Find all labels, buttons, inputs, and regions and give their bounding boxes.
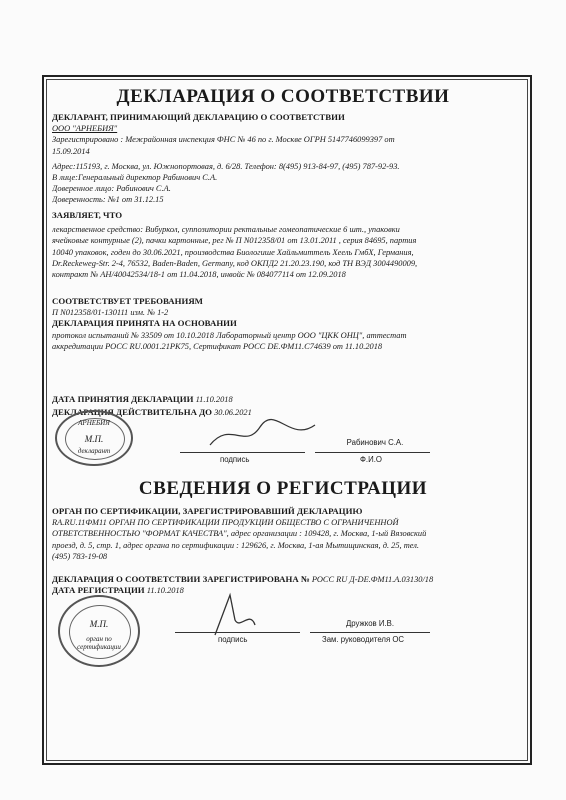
declarant-stamp: [55, 410, 133, 466]
certifier-role: Зам. руководителя ОС: [322, 635, 405, 644]
basis-line: аккредитации РОСС RU.0001.21РК75, Сертификат РОСС DE.ФМ11.С74639 от 11.10.2018: [52, 341, 383, 351]
registration-title: СВЕДЕНИЯ О РЕГИСТРАЦИИ: [138, 478, 428, 499]
declarant-signatory-name: Рабинович С.А.: [346, 438, 404, 447]
role-line-2: [310, 632, 430, 633]
declarant-address: Адрес:115193, г. Москва, ул. Южнопортовая, д. 6/28. Телефон: 8(495) 913-84-97, (495) 787-92-93.: [52, 161, 400, 171]
document-title: ДЕКЛАРАЦИЯ О СООТВЕТСТВИИ: [116, 86, 450, 107]
product-line: ячейковые контурные (2), пачки картонные, рег № П N012358/01 от 13.01.2011 , серия 84695, партия: [52, 236, 417, 246]
signature-1: [205, 415, 325, 455]
complies-section: [52, 296, 522, 352]
declarant-line: 15.09.2014: [52, 146, 90, 156]
product-line: Dr.Reckeweg-Str. 2-4, 76532, Baden-Baden, Germany, код ОКПД2 21.20.23.190, код ТН ВЭД 3004490009,: [52, 258, 418, 268]
valid-until-value: 30.06.2021: [214, 408, 252, 418]
organ-line: проезд, д. 5, стр. 1, адрес органа по сертификации : 129626, г. Москва, 1-ая Мытищинская, д. 25, тел.: [52, 540, 420, 550]
signature-line-2: [175, 632, 300, 633]
fio-line-1: [315, 452, 430, 453]
registration-number: РОСС RU Д-DE.ФМ11.А.03130/18: [311, 575, 434, 584]
date-accept-label: ДАТА ПРИНЯТИЯ ДЕКЛАРАЦИИ: [52, 394, 194, 404]
declarant-power-of-attorney: Доверенность: №1 от 31.12.15: [52, 195, 164, 205]
stamp-center-text: М.П.: [84, 434, 104, 444]
declares-header: ЗАЯВЛЯЕТ, ЧТО: [52, 210, 123, 220]
signature-caption-1: подпись: [220, 455, 250, 464]
stamp-center-text: М.П.: [89, 619, 109, 629]
stamp-bottom-text: декларант: [77, 447, 111, 455]
product-line: контракт № АН/40042534/18-1 от 11.04.2018, инвойс № 084077114 от 12.09.2018: [52, 270, 346, 280]
basis-line: протокол испытаний № 33509 от 10.10.2018 Лабораторный центр ООО "ЦКК ОНЦ", аттестат: [52, 330, 407, 340]
organ-line: RA.RU.11ФМ11 ОРГАН ПО СЕРТИФИКАЦИИ ПРОДУКЦИИ ОБЩЕСТВО С ОГРАНИЧЕННОЙ: [52, 518, 399, 528]
certification-body-stamp: [58, 595, 140, 667]
complies-line: П N012358/01-130111 изм. № 1-2: [52, 308, 169, 318]
registration-section: [52, 574, 522, 596]
stamp-bottom-text: орган по сертификации: [77, 635, 121, 651]
declares-section: [52, 210, 522, 280]
signature-line-1: [180, 452, 305, 453]
declarant-name: ООО "АРНЕБИЯ": [52, 124, 118, 134]
fio-caption-1: Ф.И.О: [360, 455, 382, 464]
organ-line: ОТВЕТСТВЕННОСТЬЮ "ФОРМАТ КАЧЕСТВА", адрес организации : 109428, г. Москва, 1-ый Вязовский: [52, 529, 427, 539]
registration-date-label: ДАТА РЕГИСТРАЦИИ: [52, 585, 145, 596]
product-line: 10040 упаковок, годен до 30.06.2021, производства Биологише Хайльмиттель Хеель ГмбХ, Германия,: [52, 247, 414, 257]
product-line: лекарственное средство: Вибуркол, суппозитории ректальные гомеопатические 6 шт., упаковки: [52, 225, 400, 235]
organ-header: ОРГАН ПО СЕРТИФИКАЦИИ, ЗАРЕГИСТРИРОВАВШИЙ ДЕКЛАРАЦИЮ: [52, 506, 363, 516]
declarant-trustee: Доверенное лицо: Рабинович С.А.: [52, 184, 171, 194]
stamp-top-text: АРНЕБИЯ: [78, 419, 110, 427]
declarant-section: [52, 112, 522, 206]
organ-line: (495) 783-19-08: [52, 551, 108, 561]
declarant-representative: В лице:Генеральный директор Рабинович С.А.: [52, 173, 218, 183]
declarant-header: ДЕКЛАРАНТ, ПРИНИМАЮЩИЙ ДЕКЛАРАЦИЮ О СООТВЕТСТВИИ: [52, 112, 345, 122]
complies-header: СООТВЕТСТВУЕТ ТРЕБОВАНИЯМ: [52, 296, 203, 306]
organ-section: [52, 506, 522, 562]
signature-caption-2: подпись: [218, 635, 248, 644]
declarant-line: Зарегистрировано : Межрайонная инспекция ФНС № 46 по г. Москве ОГРН 5147746099397 от: [52, 135, 395, 145]
registration-date-value: 11.10.2018: [146, 586, 184, 596]
valid-until-label: ДЕКЛАРАЦИЯ ДЕЙСТВИТЕЛЬНА ДО: [52, 407, 213, 418]
date-accept-value: 11.10.2018: [195, 395, 233, 404]
certifier-signatory-name: Дружков И.В.: [345, 619, 394, 628]
registration-label: ДЕКЛАРАЦИЯ О СООТВЕТСТВИИ ЗАРЕГИСТРИРОВАНА №: [52, 574, 310, 584]
basis-header: ДЕКЛАРАЦИЯ ПРИНЯТА НА ОСНОВАНИИ: [52, 318, 237, 329]
